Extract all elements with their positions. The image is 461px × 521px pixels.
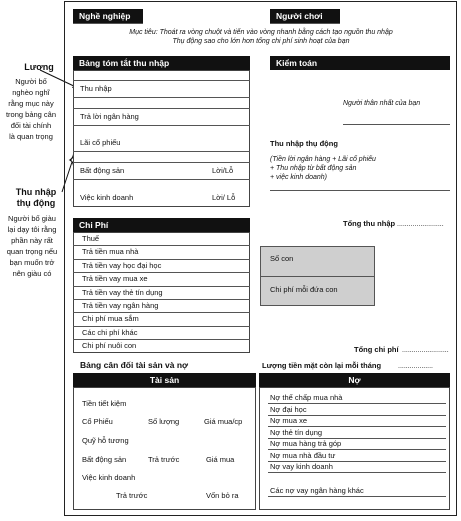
occupation-header: Nghề nghiệp	[73, 9, 143, 23]
income-divider-5	[73, 151, 250, 152]
expense-divider	[73, 272, 250, 273]
children-divider	[260, 276, 375, 277]
goal-line-2: Thụ động sao cho lớn hơn tổng chi phí sinh hoạt của bạn	[172, 38, 350, 45]
occupation-field[interactable]	[143, 9, 243, 24]
monthly-cash-dots[interactable]: ..................	[398, 363, 434, 370]
income-divider-6	[73, 162, 250, 163]
dividends-label: Lãi cổ phiếu	[80, 138, 121, 147]
business-down-label: Trả trước	[116, 491, 148, 500]
income-statement-header: Bảng tóm tắt thu nhập	[73, 56, 250, 70]
stocks-quantity-label: Số lượng	[148, 417, 180, 426]
player-header: Người chơi	[270, 9, 340, 23]
goal-line-1: Mục tiêu: Thoát ra vòng chuột và tiến vào vòng nhanh bằng cách tạo nguồn thu nhập	[129, 29, 393, 36]
expense-item: Trả tiền vay ngân hàng	[82, 301, 159, 310]
total-expenses-dots[interactable]: ........................	[402, 347, 449, 354]
bank-interest-label: Trả lời ngân hàng	[80, 112, 139, 121]
asset-business-label: Việc kinh doanh	[82, 473, 136, 482]
passive-income-line	[270, 190, 450, 191]
expense-divider	[73, 299, 250, 300]
stocks-label: Cổ Phiếu	[82, 417, 113, 426]
passive-income-note-1: (Tiền lời ngân hàng + Lãi cổ phiếu	[270, 156, 376, 163]
closest-person-label: Người thân nhất của bạn	[343, 100, 421, 107]
expense-item: Chi phí nuôi con	[82, 341, 137, 351]
expense-item: Trả tiền vay học đại học	[82, 260, 162, 270]
passive-income-title: Thu nhập thụ động	[15, 187, 57, 208]
expense-item: Thuế	[82, 234, 100, 243]
liability-divider	[268, 496, 446, 497]
funds-label: Quỹ hỗ tương	[82, 436, 129, 445]
passive-income-annotation: Người bố giàu lại dạy tôi rằng phần này rất quan trọng nếu bạn muốn trở nên giàu có	[6, 214, 58, 278]
liability-item: Nợ thế chấp mua nhà	[270, 393, 343, 402]
income-label: Thu nhập	[80, 84, 112, 93]
expense-item: Trả tiền vay mua xe	[82, 274, 148, 284]
total-income-label: Tổng thu nhập	[343, 219, 396, 228]
liability-item: Nợ thẻ tín dụng	[270, 427, 323, 437]
liability-item: Nợ vay kinh doanh	[270, 462, 333, 471]
total-income-dots[interactable]: ........................	[397, 221, 444, 228]
expense-divider	[73, 286, 250, 287]
stocks-price-label: Giá mua/cp	[204, 417, 243, 426]
expense-divider	[73, 339, 250, 340]
real-estate-down-label: Trả trước	[148, 455, 180, 464]
liability-item: Nợ mua xe	[270, 416, 308, 425]
savings-label: Tiền tiết kiệm	[82, 399, 127, 408]
expense-item: Trả tiền vay thẻ tín dụng	[82, 287, 163, 297]
player-field[interactable]	[340, 9, 450, 24]
passive-income-note-3: + việc kinh doanh)	[270, 174, 328, 181]
liability-item: Nợ đại học	[270, 404, 307, 414]
expenses-header: Chi Phí	[73, 218, 250, 232]
salary-annotation: Người bố nghèo nghĩ rằng mục này trong bảng cân đối tài chính là quan trọng	[5, 77, 57, 141]
real-estate-label: Bất động sản	[80, 166, 125, 175]
liability-item: Nợ mua hàng trả góp	[270, 439, 342, 448]
passive-income-note-2: + Thu nhập từ bất động sản	[270, 165, 357, 172]
total-expenses-label: Tổng chi phí	[354, 345, 399, 354]
liability-item: Nợ mua nhà đầu tư	[270, 450, 336, 460]
asset-real-estate-label: Bất động sản	[82, 455, 127, 464]
passive-income-heading: Thu nhập thụ động	[270, 139, 338, 148]
expense-item: Chi phí mua sắm	[82, 314, 139, 324]
expense-divider	[73, 259, 250, 260]
real-estate-pl-label: Lời/Lỗ	[212, 166, 234, 175]
expense-divider	[73, 312, 250, 313]
income-divider-1	[73, 80, 250, 81]
business-pl-label: Lời/ Lỗ	[212, 193, 236, 202]
children-count-label: Số con	[270, 254, 294, 263]
income-divider-7	[73, 179, 250, 180]
per-child-cost-label: Chi phí mỗi đứa con	[270, 285, 338, 294]
auditor-line	[343, 124, 450, 125]
income-divider-2	[73, 97, 250, 98]
monthly-cash-label: Lượng tiền mặt còn lại mỗi tháng	[262, 361, 382, 370]
income-divider-3	[73, 108, 250, 109]
expense-divider	[73, 245, 250, 246]
balance-sheet-title: Bảng cân đối tài sản và nợ	[80, 360, 189, 370]
real-estate-price-label: Giá mua	[206, 455, 235, 464]
liability-item: Các nợ vay ngân hàng khác	[270, 485, 364, 495]
expense-item: Trả tiền mua nhà	[82, 247, 139, 257]
assets-header: Tài sản	[73, 373, 256, 387]
business-capital-label: Vốn bỏ ra	[206, 491, 239, 500]
auditor-header: Kiểm toán	[270, 56, 450, 70]
liabilities-header: Nợ	[259, 373, 450, 387]
expense-item: Các chi phí khác	[82, 327, 138, 337]
expense-divider	[73, 326, 250, 327]
business-label: Việc kinh doanh	[80, 193, 134, 202]
salary-title: Lương	[24, 62, 54, 72]
income-divider-4	[73, 125, 250, 126]
liability-divider	[268, 472, 446, 473]
